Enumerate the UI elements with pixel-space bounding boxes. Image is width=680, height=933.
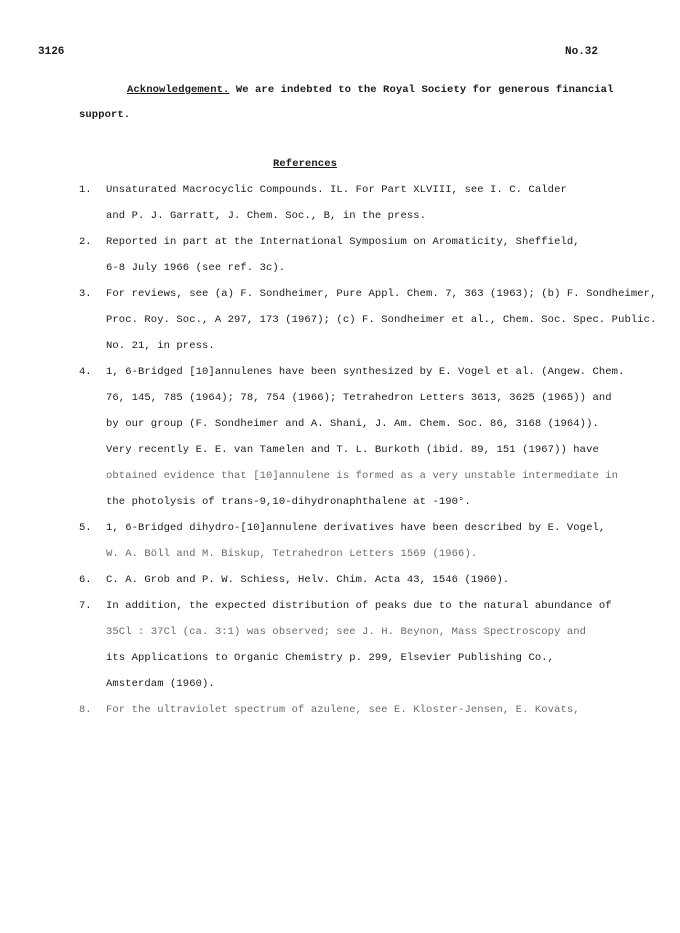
acknowledgement-text: We are indebted to the Royal Society for generous financial [235, 84, 614, 96]
reference-4-line-3: by our group (F. Sondheimer and A. Shani, J. Am. Chem. Soc. 86, 3168 (1964)). [106, 418, 599, 430]
reference-number: 7. [79, 600, 92, 612]
reference-4-line-2: 76, 145, 785 (1964); 78, 754 (1966); Tetrahedron Letters 3613, 3625 (1965)) and [106, 392, 612, 404]
reference-6-line-1: C. A. Grob and P. W. Schiess, Helv. Chim. Acta 43, 1546 (1960). [106, 574, 510, 586]
acknowledgement-continued: support. [79, 109, 131, 121]
reference-7-line-2: 35Cl : 37Cl (ca. 3:1) was observed; see J. H. Beynon, Mass Spectroscopy and [106, 626, 587, 638]
reference-8-line-1: For the ultraviolet spectrum of azulene, see E. Kloster-Jensen, E. Kovats, [106, 704, 580, 716]
reference-2-line-2: 6-8 July 1966 (see ref. 3c). [106, 262, 286, 274]
reference-3-line-3: No. 21, in press. [106, 340, 215, 352]
reference-7-line-3: its Applications to Organic Chemistry p. 299, Elsevier Publishing Co., [106, 652, 555, 664]
reference-number: 6. [79, 574, 92, 586]
references-heading: References [273, 158, 338, 170]
acknowledgement-line [127, 84, 614, 96]
reference-number: 4. [79, 366, 92, 378]
reference-7-line-1: In addition, the expected distribution of peaks due to the natural abundance of [106, 600, 612, 612]
issue-number: No.32 [565, 46, 599, 58]
reference-number: 3. [79, 288, 92, 300]
acknowledgement-heading: Acknowledgement. [127, 84, 230, 96]
reference-number: 1. [79, 184, 92, 196]
reference-number: 5. [79, 522, 92, 534]
reference-4-line-4: Very recently E. E. van Tamelen and T. L. Burkoth (ibid. 89, 151 (1967)) have [106, 444, 599, 456]
reference-number: 8. [79, 704, 92, 716]
reference-5-line-1: 1, 6-Bridged dihydro-[10]annulene derivatives have been described by E. Vogel, [106, 522, 606, 534]
reference-1-line-2: and P. J. Garratt, J. Chem. Soc., B, in the press. [106, 210, 427, 222]
reference-4-line-5: obtained evidence that [10]annulene is formed as a very unstable intermediate in [106, 470, 619, 482]
reference-4-line-6: the photolysis of trans-9,10-dihydronaphthalene at -190°. [106, 496, 471, 508]
reference-3-line-1: For reviews, see (a) F. Sondheimer, Pure Appl. Chem. 7, 363 (1963); (b) F. Sondheimer, [106, 288, 657, 300]
reference-5-line-2: W. A. Böll and M. Biskup, Tetrahedron Letters 1569 (1966). [106, 548, 478, 560]
reference-3-line-2: Proc. Roy. Soc., A 297, 173 (1967); (c) F. Sondheimer et al., Chem. Soc. Spec. Public. [106, 314, 657, 326]
reference-number: 2. [79, 236, 92, 248]
reference-2-line-1: Reported in part at the International Symposium on Aromaticity, Sheffield, [106, 236, 580, 248]
reference-1-line-1: Unsaturated Macrocyclic Compounds. IL. For Part XLVIII, see I. C. Calder [106, 184, 567, 196]
reference-4-line-1: 1, 6-Bridged [10]annulenes have been synthesized by E. Vogel et al. (Angew. Chem. [106, 366, 625, 378]
reference-7-line-4: Amsterdam (1960). [106, 678, 215, 690]
page-number: 3126 [38, 46, 65, 58]
